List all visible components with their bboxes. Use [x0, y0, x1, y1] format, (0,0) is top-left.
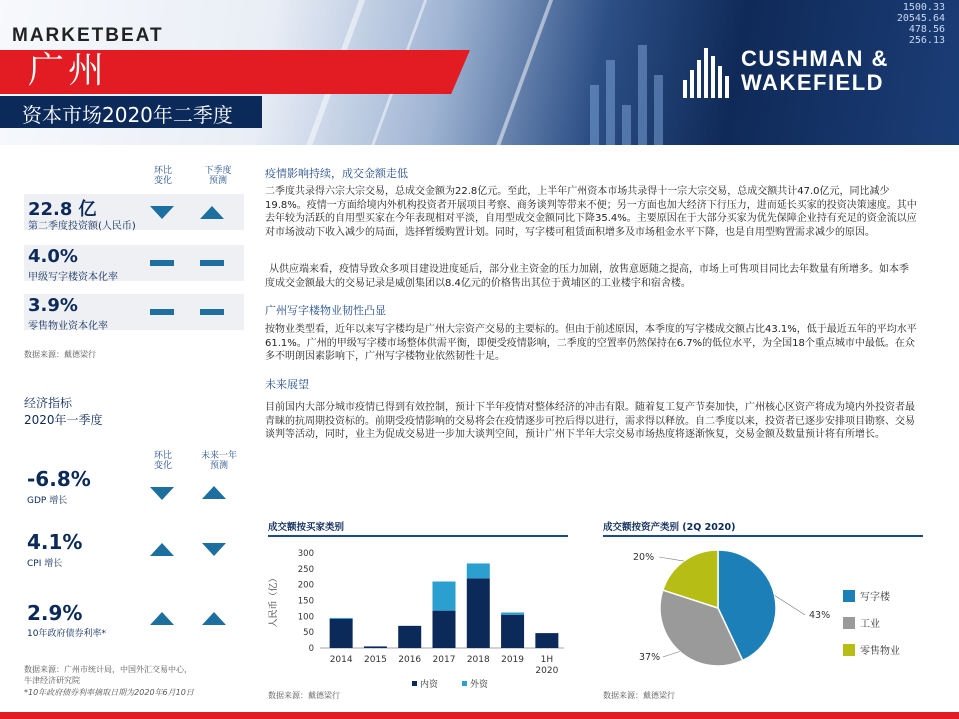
bar-segment [433, 611, 456, 648]
section-heading: 广州写字楼物业韧性凸显 [265, 304, 386, 317]
economy-period: 2020年一季度 [24, 413, 103, 427]
pie-chart [603, 540, 933, 690]
y-tick-label: 150 [297, 596, 314, 607]
trend-up-icon [200, 206, 224, 219]
kpi-value: 4.0% [28, 246, 78, 267]
ticker-value: 20545.64 [896, 13, 945, 24]
x-tick-label: 1H [540, 655, 554, 665]
section-heading: 疫情影响持续，成交金额走低 [265, 167, 408, 180]
bar-segment [433, 582, 456, 611]
bar-segment [398, 626, 421, 648]
x-tick-label: 2016 [398, 655, 422, 665]
logo-line2: WAKEFIELD [741, 70, 885, 95]
banner-streak [484, 0, 561, 145]
bar-segment [467, 563, 490, 578]
kpi-label: 零售物业资本化率 [28, 321, 108, 332]
banner-bar [654, 75, 663, 145]
econ-value: -6.8% [27, 467, 91, 491]
bar-segment [501, 615, 524, 648]
econ-label: 10年政府债券利率* [27, 629, 106, 639]
pie-chart-title: 成交额按资产类别 (2Q 2020) [603, 522, 736, 533]
trend-up-icon [150, 543, 174, 556]
banner-bar [590, 85, 599, 145]
econ-value: 4.1% [27, 530, 83, 554]
section-heading: 未来展望 [265, 378, 309, 391]
banner-bar [638, 45, 647, 145]
kpi-card [24, 294, 244, 330]
legend-label: 零售物业 [860, 646, 900, 657]
paragraph: 二季度共录得六宗大宗交易，总成交金额为22.8亿元。至此，上半年广州资本市场共录得十一宗大宗交易，总成交额共计47.0亿元，同比减少19.8%。疫情一方面给境内外机构投资者开展项目考察、商务谈判等带来不便；另一方面也加大经济下行压力，进而延长买家的投资决策速度。其中去年较为活跃的自用型买家在今年表现相对平淡，自用型成交金额同比下降35.4%。主要原因在于大部分买家为优先保障企业持有充足的资金流以应对市场波动下收入减少的局面，选择暂缓购置计划。同时，写字楼可租赁面积增多及市场租金水平下降，也是自用型购置需求减少的原因。 [265, 186, 917, 238]
banner-bar [606, 60, 615, 145]
trend-flat-icon [200, 260, 224, 266]
econ-source-1: 数据来源：广州市统计局，中国外汇交易中心， [24, 665, 192, 674]
y-tick-label: 200 [297, 580, 314, 591]
trend-down-icon [150, 487, 174, 500]
x-tick-label: 2018 [466, 655, 490, 665]
economy-title: 经济指标 [24, 396, 73, 410]
trend-down-icon [150, 206, 174, 219]
x-tick-label: 2019 [501, 655, 525, 665]
legend-label: 外资 [470, 680, 489, 690]
pie-leader-line [775, 595, 805, 615]
paragraph: 从供应端来看，疫情导致众多项目建设进度延后，部分业主资金的压力加剧，放售意愿随之提高，市场上可售项目同比去年数量有所增多。如本季度成交金额最大的交易记录是威创集团以8.4亿元的价格售出其位于黄埔区的工业楼宇和宿舍楼。 [265, 264, 909, 289]
pie-leader-line [659, 557, 684, 561]
kpi-value: 3.9% [28, 295, 78, 316]
trend-flat-icon [150, 260, 174, 266]
pie-chart-source: 数据来源：戴德梁行 [603, 691, 675, 700]
econ-value: 2.9% [27, 601, 83, 625]
bar-segment [330, 618, 353, 619]
chart-title-rule [268, 535, 568, 537]
kpi-source: 数据来源：戴德梁行 [24, 350, 96, 359]
legend-swatch [412, 681, 417, 686]
chart-title-rule [603, 535, 923, 537]
bar-chart [262, 540, 572, 690]
trend-flat-icon [150, 309, 174, 315]
kpi-unit: 亿 [78, 199, 97, 220]
legend-swatch [843, 617, 855, 629]
pie-data-label: 37% [639, 652, 661, 663]
footer-rule [0, 712, 959, 719]
kpi-value: 22.8 亿 [28, 199, 97, 220]
brand-marketbeat: MARKETBEAT [12, 25, 164, 46]
econ-label: GDP 增长 [27, 496, 68, 506]
bar-segment [535, 633, 558, 648]
kpi-col-change: 环比 变化 [153, 166, 172, 186]
trend-up-icon [202, 612, 226, 625]
ticker-value: 1500.33 [902, 2, 945, 13]
trend-down-icon [202, 543, 226, 556]
x-tick-label: 2017 [432, 655, 456, 665]
legend-label: 内资 [420, 680, 439, 690]
y-tick-label: 50 [303, 628, 314, 639]
ticker-value: 478.56 [908, 24, 945, 35]
bar-chart-title: 成交额按买家类别 [268, 522, 345, 533]
kpi-card [24, 245, 244, 281]
paragraph: 按物业类型看，近年以来写字楼均是广州大宗资产交易的主要标的。但由于前述原因，本季度的写字楼成交额占比43.1%，低于最近五年的平均水平61.1%。广州的甲级写字楼市场整体供需平衡，即便受疫情影响，二季度的空置率仍然保持在6.7%的低位水平，为全国18个重点城市中最低。在众多不明朗因素影响下，广州写字楼物业依然韧性十足。 [265, 324, 917, 363]
pie-data-label: 43% [809, 610, 831, 621]
y-tick-label: 100 [297, 612, 314, 623]
bar-chart-source: 数据来源：戴德梁行 [268, 691, 340, 700]
ticker-value: 256.13 [908, 35, 945, 46]
legend-swatch [843, 644, 855, 656]
econ-note: *10年政府债券利率摘取日期为2020年6月10日 [24, 688, 194, 697]
kpi-label: 甲级写字楼资本化率 [28, 272, 118, 283]
legend-swatch [462, 681, 467, 686]
bar-segment [330, 619, 353, 648]
legend-label: 写字楼 [860, 592, 890, 603]
y-tick-label: 300 [297, 549, 314, 559]
x-tick-label: 2020 [535, 666, 559, 676]
econ-col-forecast: 未来一年 预测 [200, 451, 237, 471]
kpi-label: 第二季度投资额(人民币) [28, 221, 136, 232]
trend-up-icon [202, 486, 226, 499]
pie-data-label: 20% [633, 552, 655, 563]
city-title: 广州 [28, 50, 109, 91]
bar-segment [501, 613, 524, 615]
x-tick-label: 2015 [363, 655, 387, 665]
banner-bar [622, 105, 631, 145]
kpi-col-forecast: 下季度 预测 [204, 166, 232, 186]
legend-label: 工业 [860, 619, 880, 630]
banner-ticker [897, 2, 945, 46]
bar-segment [467, 578, 490, 648]
econ-label: CPI 增长 [27, 559, 63, 569]
legend-swatch [843, 590, 855, 602]
trend-up-icon [150, 612, 174, 625]
econ-col-change: 环比 变化 [153, 451, 172, 471]
logo-bars-icon [683, 48, 731, 98]
subtitle-band [0, 96, 262, 128]
logo-text [741, 47, 889, 95]
y-axis-label: 人民币（亿） [269, 573, 279, 628]
bar-segment [364, 646, 387, 648]
cushman-logo [683, 45, 918, 103]
y-tick-label: 250 [297, 564, 314, 575]
trend-flat-icon [200, 309, 224, 315]
paragraph: 目前国内大部分城市疫情已得到有效控制，预计下半年疫情对整体经济的冲击有限。随着复工复产节奏加快，广州核心区资产将成为境内外投资者最青睐的抗周期投资标的。前期受疫情影响的交易将会在疫情逐步可控后得以进行，需求得以释放。自二季度以来，投资者已逐步安排项目勘察、交易谈判等活动，同时，业主为促成交易进一步加大谈判空间，预计广州下半年大宗交易市场热度将逐渐恢复，交易金额及数量预计将有所增长。 [265, 402, 915, 441]
y-tick-label: 0 [308, 644, 314, 654]
report-subtitle: 资本市场2020年二季度 [22, 103, 233, 127]
kpi-card [24, 194, 244, 230]
logo-line1: CUSHMAN & [741, 46, 889, 71]
pie-leader-line [663, 652, 680, 657]
x-tick-label: 2014 [329, 655, 353, 665]
econ-source-2: 牛津经济研究院 [24, 676, 80, 685]
